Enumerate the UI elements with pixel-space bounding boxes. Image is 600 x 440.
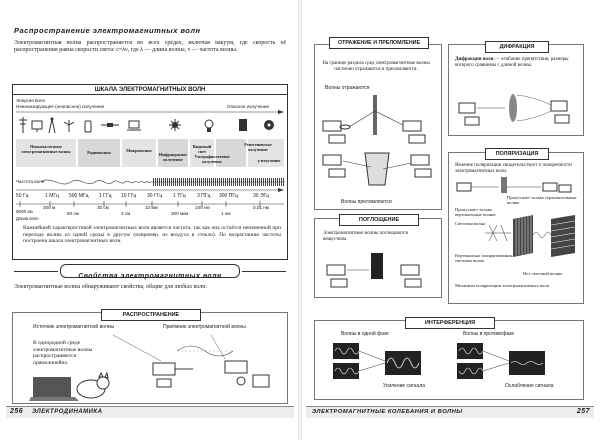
frequency-arrow [16, 188, 284, 192]
satellite-icon [101, 123, 119, 127]
in-phase-scopes [333, 343, 421, 379]
weakened-label: Ослабление сигнала [505, 383, 554, 389]
polarization-intro: Явление поляризации свидетельствует о поперечности электромагнитных волн. [455, 163, 572, 174]
propagation-title: РАСПРОСТРАНЕНИЕ [101, 309, 201, 321]
wavelength-4: 3 см [121, 211, 131, 216]
band-radio: Радиоволны [87, 150, 111, 155]
vertical-grating [513, 215, 533, 257]
reflection-generator-icon [323, 121, 350, 143]
right-page [300, 0, 600, 440]
reflection-title: ОТРАЖЕНИЕ И ПРЕЛОМЛЕНИЕ [329, 37, 429, 49]
band-microwave: Микроволны [126, 148, 152, 153]
freq-7: 3 ПГц [197, 193, 211, 199]
right-section-title: ЭЛЕКТРОМАГНИТНЫЕ КОЛЕБАНИЯ И ВОЛНЫ [312, 409, 463, 415]
absorption-panel [314, 218, 442, 298]
source-label: Источник электромагнитной волны [33, 324, 115, 330]
refracted-label: Волны преломляются [341, 199, 392, 205]
radiation-icon [264, 120, 274, 130]
band-infrared: Инфракрасное излучение [158, 152, 188, 162]
light-wave-label: Световая волна [455, 221, 486, 226]
receiver-icon [225, 361, 269, 387]
phone-icon [85, 121, 91, 132]
absorption-illustration [319, 247, 439, 297]
generator-icon [153, 363, 193, 387]
freq-8: 300 ПГц [219, 193, 238, 199]
wavelength-label: Длина волн [16, 216, 39, 221]
horizontal-filter-label: Пропускает только горизонтальные волны [507, 195, 577, 206]
propagation-text: В однородной среде электромагнитные волны распространяются прямолинейно. [33, 340, 93, 366]
polarization-title: ПОЛЯРИЗАЦИЯ [485, 148, 549, 160]
vertical-polarized-label: Вертикально поляризованная световая волна [455, 253, 513, 264]
xray-icon [239, 119, 247, 131]
wavelength-3: 30 см [97, 205, 109, 210]
right-page-number: 257 [576, 408, 590, 415]
diffraction-illustration [455, 83, 579, 133]
right-footer [306, 406, 594, 418]
diffraction-title: ДИФРАКЦИЯ [485, 41, 549, 53]
propagation-illustration [29, 331, 287, 401]
band-ultraviolet: Ультрафиолетовое излучение [194, 154, 230, 164]
left-footer [6, 406, 294, 418]
danger-radiation-label: Опасное излучение [227, 104, 270, 109]
in-phase-label: Волны в одной фазе [341, 331, 389, 337]
wavelength-5: 10 мм [145, 205, 158, 210]
obstacle-shape [509, 94, 517, 122]
frequency-label: Частота волн [16, 179, 45, 184]
radio-tower-icon [49, 118, 55, 134]
energy-arrow [16, 110, 284, 114]
wavelength-8: 1 нм [221, 211, 231, 216]
amplified-label: Усиление сигнала [383, 383, 425, 389]
freq-3: 1 ГГц [99, 193, 112, 199]
band-visible: Видимый свет [192, 144, 212, 154]
cat-icon [77, 373, 109, 398]
receiver-label: Приёмник электромагнитной волны [163, 324, 246, 330]
anti-phase-scopes [457, 343, 545, 379]
wavelength-9: 0,01 нм [253, 205, 269, 210]
wavelength-6: 300 мкм [171, 211, 189, 216]
diffraction-term: Дифракция волн [455, 57, 494, 62]
reflector-plate [373, 95, 377, 135]
freq-5: 30 ГГц [147, 193, 163, 199]
diffraction-panel [448, 44, 584, 136]
spectrum-note: Важнейшей характеристикой электромагнитных волн является частота, так как она остаётся неизменной при переходе волны из одной среды в другую (например, из воздуха в стекло). По возрастанию частоты построена шкала электромагнитных волн. [23, 225, 281, 244]
refraction-setup [323, 153, 431, 185]
diffraction-text: Дифракция волн — огибание препятствия, размеры которого сравнимы с длиной волны. [455, 57, 569, 68]
propagation-heading: Распространение электромагнитных волн [14, 26, 201, 35]
spectrum-title: ШКАЛА ЭЛЕКТРОМАГНИТНЫХ ВОЛН [13, 85, 287, 95]
wave-graphic [41, 177, 285, 187]
wavelength-2: 60 см [67, 211, 79, 216]
spectrum-panel [12, 84, 288, 260]
band-low-frequency: Низкочастотные электромагнитные волны [21, 144, 71, 154]
propagation-panel [12, 312, 288, 404]
properties-heading-box [60, 264, 240, 278]
vertical-filter-label: Пропускает только вертикальные волны [455, 207, 496, 218]
no-wave-label: Нет световой волны [523, 271, 563, 276]
freq-2: 500 МГц [69, 193, 89, 199]
band-xray: Рентгеновское излучение [244, 142, 272, 152]
horizontal-grating [551, 215, 575, 257]
bulb-icon [205, 120, 213, 132]
polarization-mechanism: Механизм поляризации электромагнитных волн [455, 283, 550, 288]
absorber-block [371, 253, 383, 279]
unpolarized-wave [485, 225, 511, 241]
properties-heading: Свойства электромагнитных волн [78, 273, 222, 280]
interference-title: ИНТЕРФЕРЕНЦИЯ [405, 317, 495, 329]
interference-panel [314, 320, 584, 400]
band-gamma: γ-излучение [257, 158, 281, 163]
power-line-icon [19, 117, 27, 133]
sun-icon [169, 119, 181, 131]
wave-beam [177, 346, 233, 356]
tv-icon [32, 121, 42, 132]
polarization-panel [448, 152, 584, 304]
intro-paragraph: Электромагнитная волна распространяется во всех средах, включая вакуум, где скорость её распространения равна скорости света: c=λν, где λ — длина волны, ν — частота волны. [14, 40, 286, 53]
wavelength-7: 100 нм [195, 205, 210, 210]
freq-1: 1 МГц [45, 193, 59, 199]
freq-9: 30 ЭГц [253, 193, 270, 199]
polarization-setup [455, 177, 579, 195]
freq-6: 1 ТГц [173, 193, 186, 199]
reflection-panel [314, 40, 442, 210]
wavelength-0: 6000 км [16, 209, 33, 214]
left-section-title: ЭЛЕКТРОДИНАМИКА [32, 409, 103, 415]
absorption-title: ПОГЛОЩЕНИЕ [339, 214, 419, 226]
reflection-receiver-icon [403, 121, 425, 143]
left-page-number: 256 [10, 408, 24, 415]
laptop-icon [127, 121, 141, 130]
safe-radiation-label: Неионизирующее (неопасное) излучение [16, 104, 105, 109]
laptop-source-icon [29, 377, 79, 401]
reflection-illustration [319, 91, 439, 201]
freq-4: 10 ГГц [121, 193, 137, 199]
band-row [16, 139, 284, 171]
absorption-text: Электромагнитные волны поглощаются веществом. [323, 231, 408, 242]
reflection-text: На границе раздела сред электромагнитные волны частично отражаются и преломляются. [322, 61, 430, 72]
antenna-icon [64, 120, 74, 132]
spectrum-icons [17, 115, 285, 135]
anti-phase-label: Волны в противофазе [463, 331, 515, 337]
reflected-label: Волны отражаются [325, 85, 370, 91]
interference-illustration [323, 339, 579, 385]
wavelength-1: 300 м [43, 205, 56, 210]
energy-label: Энергия волн [16, 98, 46, 103]
properties-intro: Электромагнитные волны обнаруживают свойства, общие для любых волн. [14, 284, 208, 290]
freq-0: 50 Гц [16, 193, 29, 199]
